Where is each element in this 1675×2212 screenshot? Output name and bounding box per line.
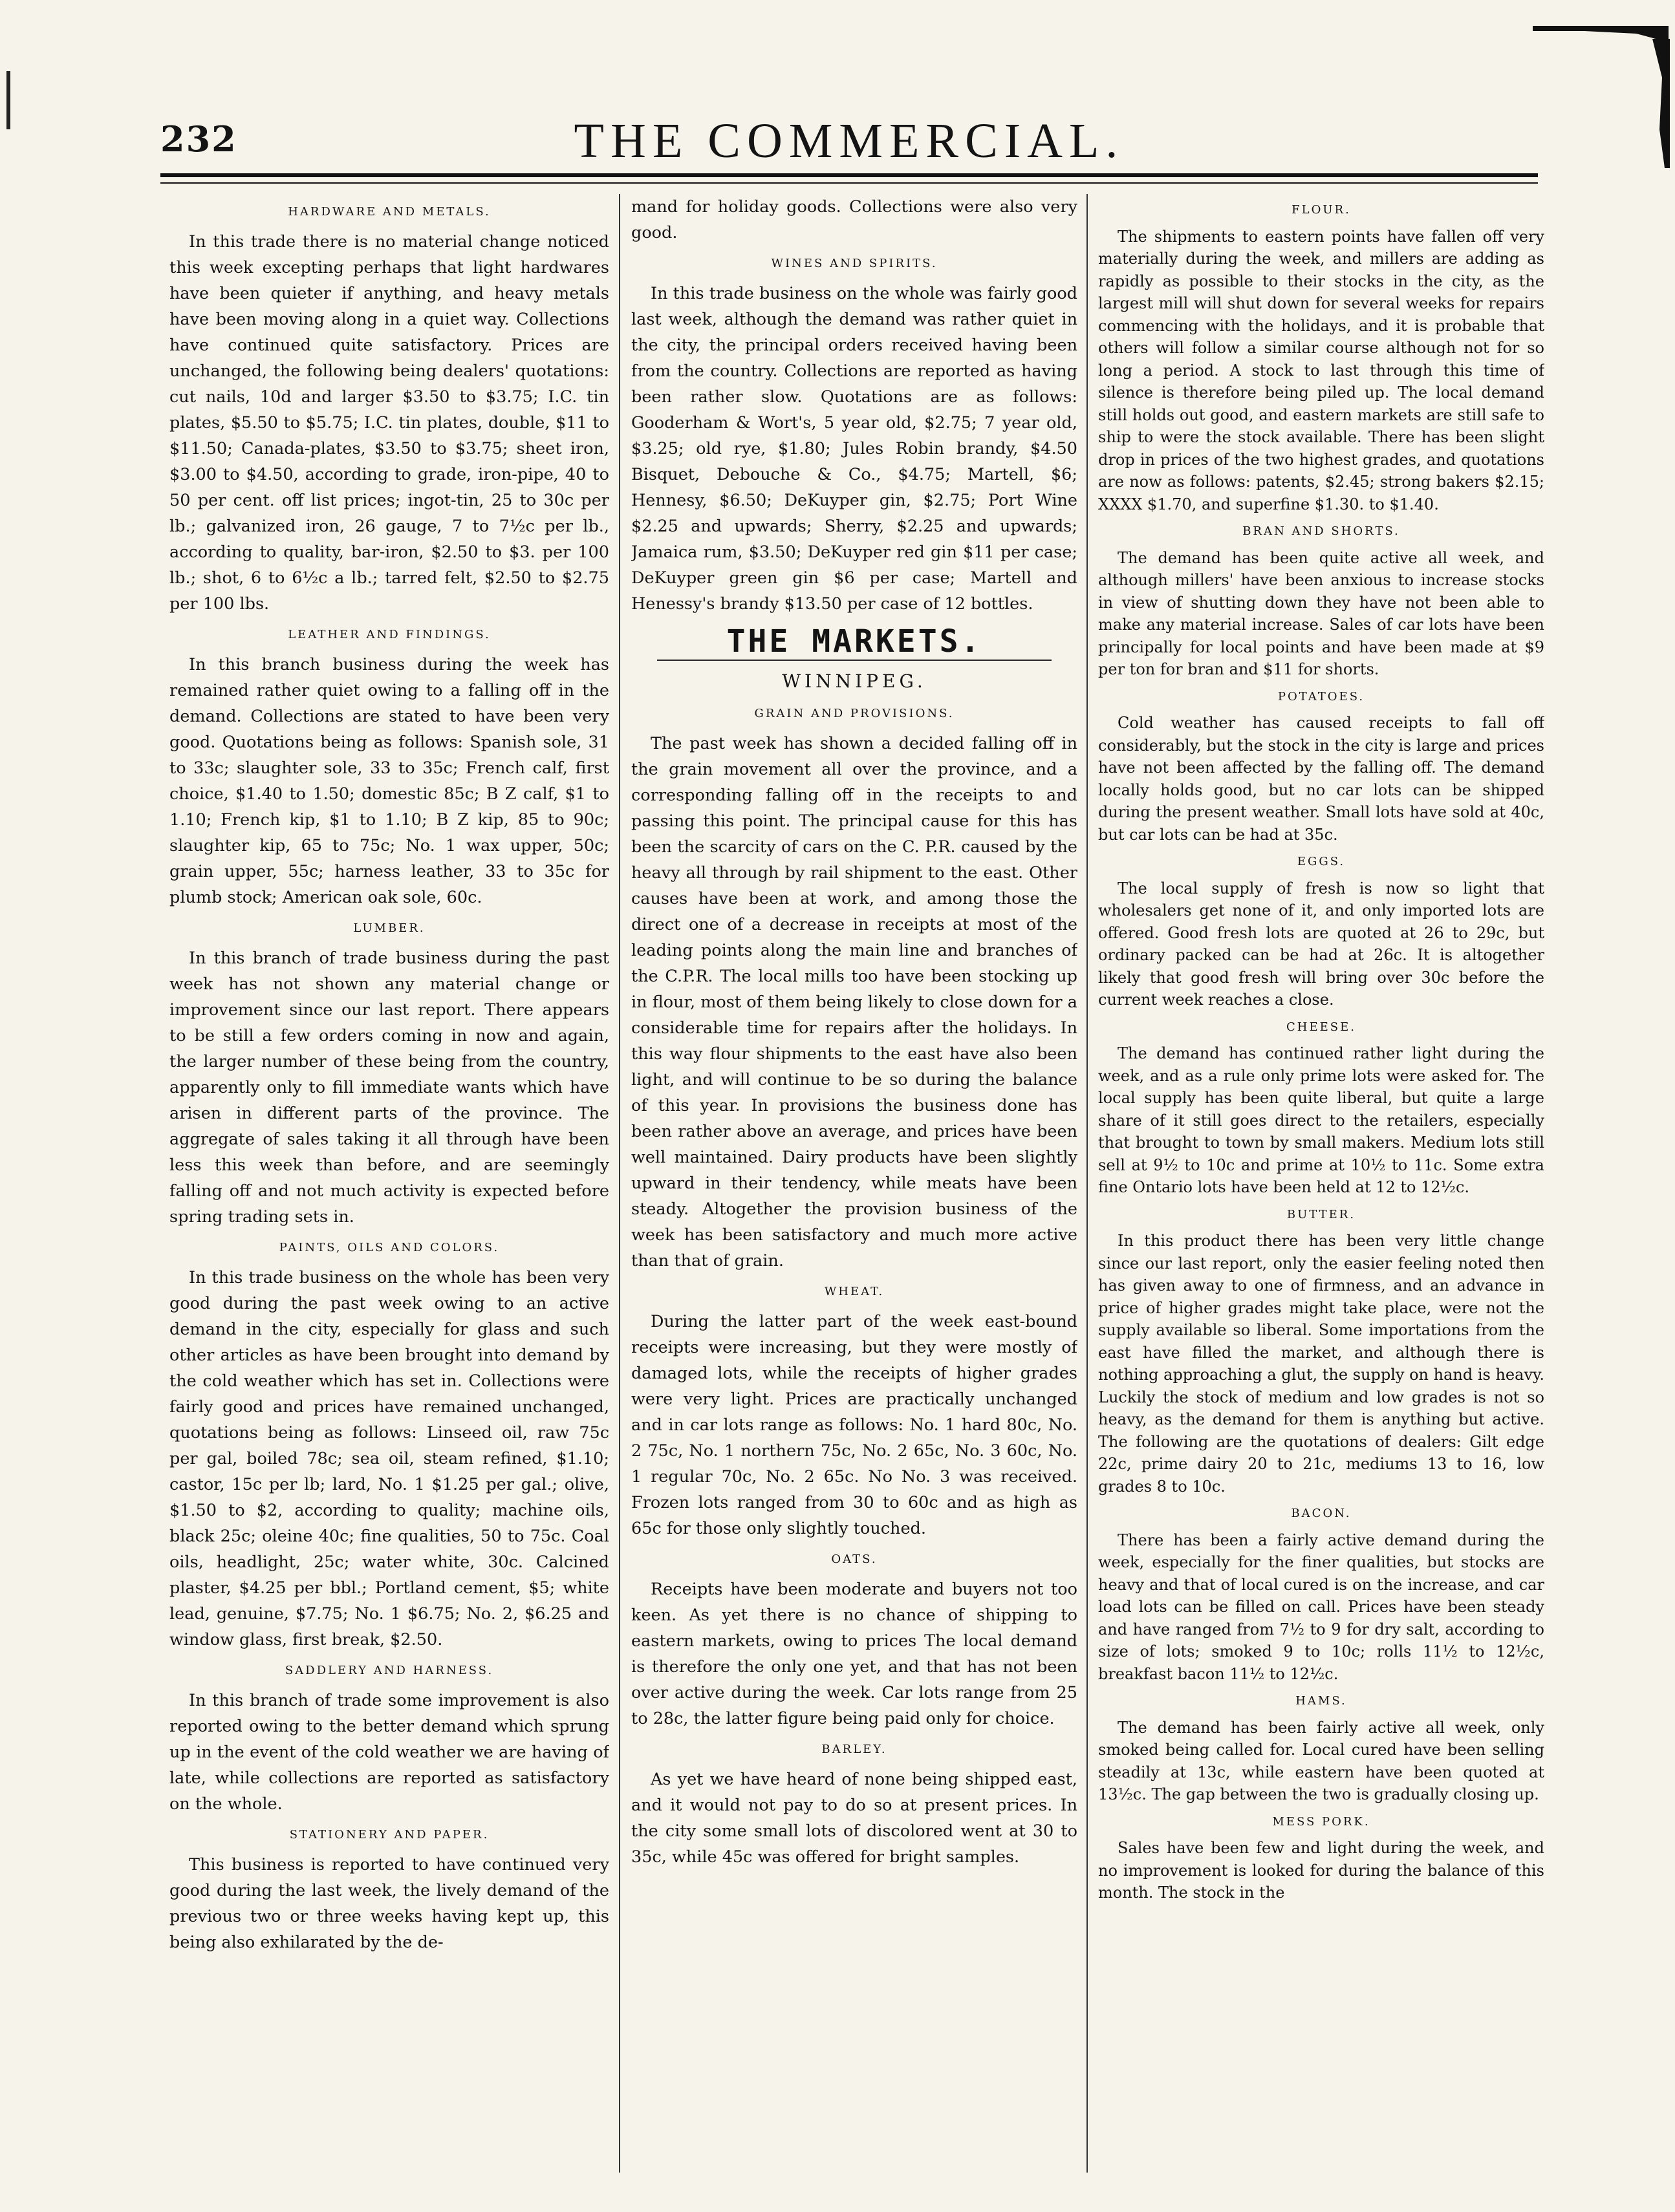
column-divider xyxy=(1086,194,1088,2173)
article-paragraph: Receipts have been moderate and buyers not too keen. As yet there is no chance of shipping to eastern markets, owing to prices The local demand is therefore the only one yet, and that has not been over active during the week. Car lots range from 25 to 28c, the latter figure being paid only for choice. xyxy=(631,1580,1077,1728)
section-heading: LUMBER. xyxy=(353,921,426,935)
article-paragraph: As yet we have heard of none being shipped east, and it would not pay to do so at present prices. In the city some small lots of discolored went at 30 to 35c, while 45c was offered for bright samples. xyxy=(631,1770,1077,1867)
article-paragraph: The past week has shown a decided falling off in the grain movement all over the province, and a corresponding falling off in the receipts to and passing this point. The principal cause for this has been the scarcity of cars on the C. P.R. caused by the heavy all through by rail shipment to the east. Other causes have been at work, and among those the direct one of a decrease in receipts at most of the leading points along the main line and branches of the C.P.R. The local mills too have been stocking up in flour, most of them being likely to close down for a considerable time for repairs after the holidays. In this way flour shipments to the east have also been light, and will continue to be so during the balance of this year. In provisions the business done has been rather above an average, and prices have been well maintained. Dairy products have been slightly upward in their tendency, while meats have been steady. Altogether the provision business of the week has been satisfactory and much more active than that of grain. xyxy=(631,734,1077,1271)
section-stationery-and-paper xyxy=(169,1822,609,1955)
section-heading: HAMS. xyxy=(1295,1694,1347,1708)
section-wheat xyxy=(631,1279,1077,1541)
markets-headline: THE MARKETS. xyxy=(726,623,982,660)
section-heading: WHEAT. xyxy=(824,1285,885,1298)
header-rule-thin xyxy=(160,182,1538,184)
section-bacon xyxy=(1098,1503,1544,1685)
article-paragraph: There has been a fairly active demand during the week, especially for the finer qualities, but stocks are heavy and that of local cured is on the increase, and car load lots can be filled on call. Prices have been steady and have ranged from 7½ to 9 for dry salt, according to size of lots; smoked 9 to 10c; rolls 11½ to 12½c, breakfast bacon 11½ to 12½c. xyxy=(1098,1530,1544,1683)
article-paragraph: The shipments to eastern points have fallen off very materially during the week, and millers are adding as rapidly as possible to their stocks in the city, as the largest mill will shut down for several weeks for repairs commencing with the holidays, and it is probable that others will follow a similar course although not for so long a period. A stock to last through this time of silence is therefore being piled up. The local demand still holds out good, and eastern markets are still safe to ship to were the stock available. There has been slight drop in prices of the two highest grades, and quotations are now as follows: patents, $2.45; strong bakers $2.15; XXXX $1.70, and superfine $1.30. to $1.40. xyxy=(1098,227,1544,513)
article-paragraph: In this branch of trade business during the past week has not shown any material change or improvement since our last report. There appears to be still a few orders coming in now and again, the larger number of these being from the country, apparently only to fill immediate wants which have arisen in different parts of the province. The aggregate of sales taking it all through have been less this week than before, and are seemingly falling off and not much activity is expected before spring trading sets in. xyxy=(169,949,609,1227)
column-left xyxy=(169,194,609,2179)
column-divider xyxy=(619,194,620,2173)
section-heading: BRAN AND SHORTS. xyxy=(1242,524,1400,538)
section-mess-pork xyxy=(1098,1811,1544,1904)
column-right xyxy=(1098,194,1544,2179)
section-heading: BUTTER. xyxy=(1286,1207,1356,1221)
section-heading: STATIONERY AND PAPER. xyxy=(289,1828,490,1842)
section-paints-oils-colors xyxy=(169,1235,609,1653)
section-heading: HARDWARE AND METALS. xyxy=(288,205,491,219)
article-paragraph: The demand has been fairly active all week, only smoked being called for. Local cured have been selling steadily at 13c, while eastern have been quoted at 13½c. The gap between the two is gradually closing up. xyxy=(1098,1718,1544,1803)
article-paragraph: In this trade business on the whole was fairly good last week, although the demand was rather quiet in the city, the principal orders received having been from the country. Collections are reported as having been rather slow. Quotations are as follows: Gooderham & Wort's, 5 year old, $2.75; 7 year old, $3.25; old rye, $1.80; Jules Robin brandy, $4.50 Bisquet, Debouche & Co., $4.75; Martell, $6; Hennesy, $6.50; DeKuyper gin, $2.75; Port Wine $2.25 and upwards; Sherry, $2.25 and upwards; Jamaica rum, $3.50; DeKuyper red gin $11 per case; DeKuyper green gin $6 per case; Martell and Henessy's brandy $13.50 per case of 12 bottles. xyxy=(631,284,1077,614)
masthead xyxy=(160,113,1538,171)
article-paragraph: During the latter part of the week east-bound receipts were increasing, but they were mostly of damaged lots, while the receipts of higher grades were very light. Prices are practically unchanged and in car lots range as follows: No. 1 hard 80c, No. 2 75c, No. 1 northern 75c, No. 2 65c, No. 3 60c, No. 1 regular 70c, No. 2 65c. No No. 3 was received. Frozen lots ranged from 30 to 60c and as high as 65c for those only slightly touched. xyxy=(631,1312,1077,1538)
article-paragraph: In this branch of trade some improvement is also reported owing to the better demand which sprung up in the event of the cold weather we are having of late, while collections are reported as satisfactory on the whole. xyxy=(169,1691,609,1814)
section-hardware-and-metals xyxy=(169,199,609,617)
section-oats xyxy=(631,1547,1077,1732)
section-heading: BACON. xyxy=(1291,1507,1352,1520)
section-heading: WINES AND SPIRITS. xyxy=(771,257,938,270)
section-heading: PAINTS, OILS AND COLORS. xyxy=(279,1241,500,1254)
section-saddlery-and-harness xyxy=(169,1658,609,1817)
article-paragraph: This business is reported to have continued very good during the last week, the lively demand of the previous two or three weeks having kept up, this being also exhilarated by the de- xyxy=(169,1855,609,1952)
section-heading: POTATOES. xyxy=(1277,689,1365,703)
section-grain-and-provisions xyxy=(631,701,1077,1274)
article-paragraph-continued: mand for holiday goods. Collections were also very good. xyxy=(631,197,1077,242)
section-heading: FLOUR. xyxy=(1291,203,1351,217)
header-rule-thick xyxy=(160,173,1538,177)
section-heading: GRAIN AND PROVISIONS. xyxy=(754,707,955,720)
markets-city: WINNIPEG. xyxy=(782,671,927,692)
section-flour xyxy=(1098,199,1544,515)
article-paragraph: The demand has been quite active all week, and although millers' have been anxious to increase stocks in view of shutting down they have not been able to make any material increase. Sales of car lots have been principally for local points and have been made at $9 per ton for bran and $11 for shorts. xyxy=(1098,548,1544,678)
markets-rule xyxy=(657,660,1052,661)
article-paragraph: In this product there has been very little change since our last report, only the easier feeling noted then has given away to one of firmness, and an advance in price of higher grades might take place, were not the supply available so liberal. Some importations from the east have filled the market, and although there is nothing approaching a glut, the supply on hand is heavy. Luckily the stock of medium and low grades is not so heavy, as the demand for them is anything but active. The following are the quotations of dealers: Gilt edge 22c, prime dairy 20 to 21c, mediums 13 to 16, low grades 8 to 10c. xyxy=(1098,1232,1544,1496)
article-paragraph: In this trade business on the whole has been very good during the past week owing to an active demand in the city, especially for glass and such other articles as have been brought into demand by the cold weather which has set in. Collections were fairly good and prices have remained unchanged, quotations being as follows: Linseed oil, raw 75c per gal, boiled 78c; sea oil, steam refined, $1.10; castor, 15c per lb; lard, No. 1 $1.25 per gal.; olive, $1.50 to $2, according to quality; machine oils, black 25c; oleine 40c; fine qualities, 50 to 75c. Coal oils, headlight, 25c; water white, 30c. Calcined plaster, $4.25 per bbl.; Portland cement, $5; white lead, genuine, $7.75; No. 1 $6.75; No. 2, $6.25 and window glass, first break, $2.50. xyxy=(169,1268,609,1649)
section-eggs xyxy=(1098,851,1544,1011)
article-paragraph: The demand has continued rather light during the week, and as a rule only prime lots were asked for. The local supply has been quite liberal, but quite a large share of it still goes direct to the retailers, especially that brought to town by small makers. Medium lots still sell at 9½ to 10c and prime at 10½ to 11c. Some extra fine Ontario lots have been held at 12 to 12½c. xyxy=(1098,1044,1544,1196)
scan-edge-mark xyxy=(6,71,10,129)
section-heading: BARLEY. xyxy=(821,1743,887,1756)
section-butter xyxy=(1098,1204,1544,1498)
article-paragraph: In this trade there is no material change noticed this week excepting perhaps that light hardwares have been quieter if anything, and heavy metals have been moving along in a quiet way. Collections have continued quite satisfactory. Prices are unchanged, the following being dealers' quotations: cut nails, 10d and larger $3.50 to $3.75; I.C. tin plates, $5.50 to $5.75; I.C. tin plates, double, $11 to $11.50; Canada-plates, $3.50 to $3.75; sheet iron, $3.00 to $4.50, according to grade, iron-pipe, 40 to 50 per cent. off list prices; ingot-tin, 25 to 30c per lb.; galvanized iron, 26 gauge, 7 to 7½c per lb., according to quality, bar-iron, $2.50 to $3. per 100 lb.; shot, 6 to 6½c a lb.; tarred felt, $2.50 to $2.75 per 100 lbs. xyxy=(169,232,609,614)
article-paragraph: The local supply of fresh is now so light that wholesalers get none of it, and only imported lots are offered. Good fresh lots are quoted at 26 to 29c, but ordinary packed can be had at 26c. It is altogether likely that good fresh will bring over 30c before the current week reaches a close. xyxy=(1098,879,1544,1009)
section-potatoes xyxy=(1098,686,1544,846)
article-paragraph: Sales have been few and light during the week, and no improvement is looked for during the balance of this month. The stock in the xyxy=(1098,1839,1544,1902)
section-heading: LEATHER AND FINDINGS. xyxy=(288,628,491,641)
section-heading: EGGS. xyxy=(1297,855,1346,868)
section-heading: SADDLERY AND HARNESS. xyxy=(285,1664,494,1677)
page-number: 232 xyxy=(160,118,237,160)
article-paragraph: In this branch business during the week has remained rather quiet owing to a falling off in the demand. Collections are stated to have been very good. Quotations being as follows: Spanish sole, 31 to 33c; slaughter sole, 33 to 35c; French calf, first choice, $1.40 to 1.50; domestic 85c; B Z calf, $1 to 1.10; French kip, $1 to 1.10; B Z kip, 85 to 90c; slaughter kip, 65 to 75c; No. 1 wax upper, 50c; grain upper, 55c; harness leather, 33 to 35c for plumb stock; American oak sole, 60c. xyxy=(169,655,609,907)
section-heading: CHEESE. xyxy=(1286,1020,1356,1034)
article-paragraph: Cold weather has caused receipts to fall off considerably, but the stock in the city is large and prices have not been affected by the falling off. The demand locally holds good, but no car lots can be shipped during the present weather. Small lots have sold at 40c, but car lots can be had at 35c. xyxy=(1098,714,1544,844)
column-middle xyxy=(631,194,1077,2179)
section-leather-and-findings xyxy=(169,622,609,910)
section-lumber xyxy=(169,916,609,1230)
section-heading: OATS. xyxy=(831,1552,878,1566)
section-cheese xyxy=(1098,1016,1544,1199)
section-hams xyxy=(1098,1690,1544,1806)
section-barley xyxy=(631,1737,1077,1870)
section-bran-and-shorts xyxy=(1098,521,1544,681)
publication-title: THE COMMERCIAL. xyxy=(574,114,1125,168)
section-wines-and-spirits xyxy=(631,251,1077,617)
section-heading: MESS PORK. xyxy=(1272,1814,1370,1829)
